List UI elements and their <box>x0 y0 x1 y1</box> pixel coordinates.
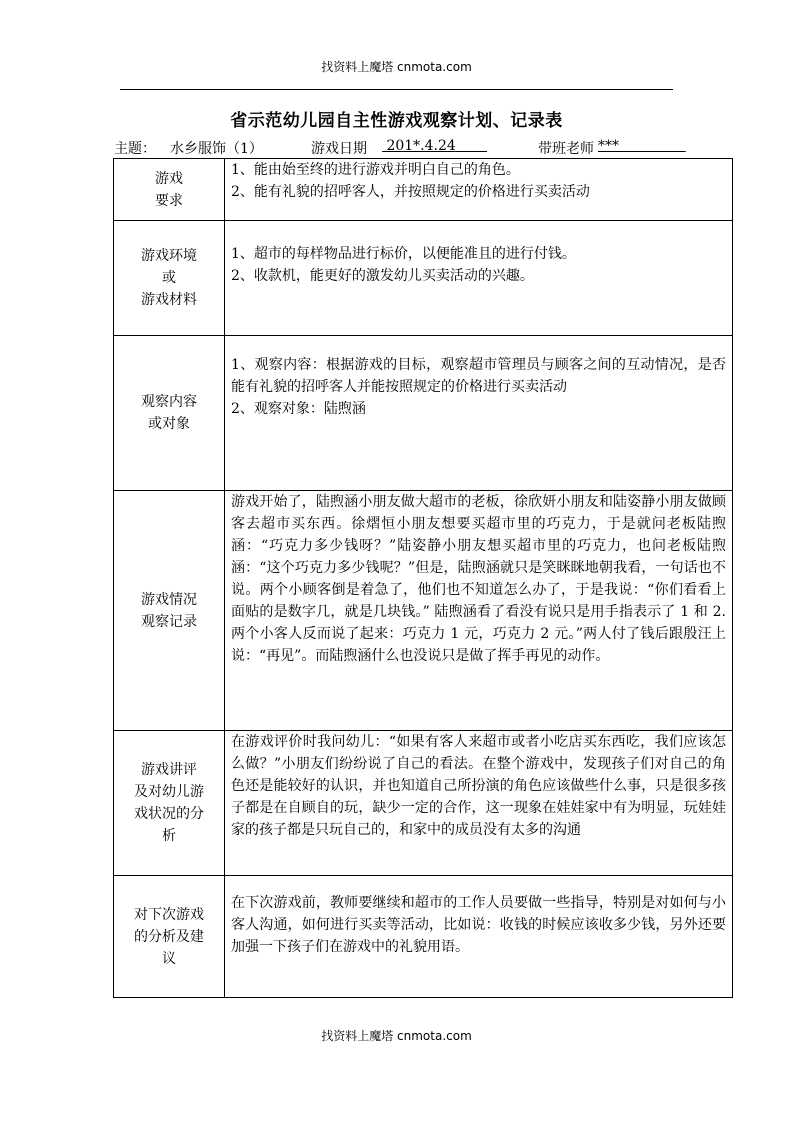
table-row <box>114 876 733 998</box>
content-paragraph: 游戏开始了，陆煦涵小朋友做大超市的老板，徐欣妍小朋友和陆姿静小朋友做顾客去超市买东西。徐熠恒小朋友想要买超市里的巧克力，于是就问老板陆煦涵：“巧克力多少钱呀？”陆姿静小朋友想买超市里的巧克力，也问老板陆煦涵：“这个巧克力多少钱呢？”但是，陆煦涵就只是笑眯眯地朝我看，一句话也不说。两个小顾客倒是着急了，他们也不知道怎么办了，于是我说：“你们看看上面贴的是数字几，就是几块钱。” 陆煦涵看了看没有说只是用手指表示了 1 和 2.两个小客人反而说了起来：巧克力 1 元，巧克力 2 元。”两人付了钱后跟殷汪上说：“再见”。而陆煦涵什么也没说只是做了挥手再见的动作。 <box>231 494 726 664</box>
label-line: 观察内容 <box>141 394 197 410</box>
theme-label: 主题： <box>114 141 156 157</box>
row-content <box>225 876 733 998</box>
label-line: 议 <box>162 950 176 967</box>
label-line: 游戏环境 <box>141 248 197 264</box>
row-label <box>114 491 225 731</box>
label-line: 或 <box>162 270 176 286</box>
table-row <box>114 221 733 336</box>
label-line: 游戏情况 <box>141 591 197 608</box>
info-line <box>114 138 734 158</box>
label-line: 及对幼儿游 <box>134 784 204 800</box>
page-title: 省示范幼儿园自主性游戏观察计划、记录表 <box>230 111 563 131</box>
row-label <box>114 336 225 491</box>
teacher-value <box>598 138 686 154</box>
table-row <box>114 336 733 491</box>
content-paragraph: 1、能由始至终的进行游戏并明白自己的角色。 <box>231 162 520 178</box>
table-row <box>114 159 733 221</box>
label-line: 析 <box>162 828 176 844</box>
label-line: 或对象 <box>148 416 190 432</box>
label-line: 游戏讲评 <box>141 762 197 778</box>
content-paragraph: 2、观察对象：陆煦涵 <box>231 401 366 417</box>
label-line: 戏状况的分 <box>134 806 204 822</box>
theme-value: 水乡服饰（1） <box>170 141 263 157</box>
footer-note: 找资料上魔塔 cnmota.com <box>321 1029 472 1043</box>
row-content <box>225 159 733 221</box>
table-row <box>114 491 733 731</box>
row-label <box>114 731 225 876</box>
content-paragraph: 2、收款机，能更好的激发幼儿买卖活动的兴趣。 <box>231 268 534 284</box>
content-paragraph: 在下次游戏前，教师要继续和超市的工作人员要做一些指导，特别是对如何与小客人沟通，如何进行买卖等活动，比如说：收钱的时候应该收多少钱，另外还要加强一下孩子们在游戏中的礼貌用语。 <box>231 895 726 955</box>
content-paragraph: 1、观察内容：根据游戏的目标，观察超市管理员与顾客之间的互动情况，是否能有礼貌的招呼客人并能按照规定的价格进行买卖活动 <box>231 357 726 395</box>
label-line: 游戏材料 <box>141 292 197 308</box>
date-label: 游戏日期 <box>311 141 367 157</box>
row-content <box>225 491 733 731</box>
teacher-value-text: *** <box>598 138 619 154</box>
row-content <box>225 221 733 336</box>
label-line: 对下次游戏 <box>134 906 204 923</box>
date-value-text: 201*.4.24 <box>386 138 456 154</box>
label-line: 观察记录 <box>141 613 197 630</box>
label-line: 要求 <box>155 192 183 209</box>
date-value <box>382 138 487 154</box>
content-paragraph: 在游戏评价时我问幼儿：“如果有客人来超市或者小吃店买东西吃，我们应该怎么做？”小朋友们纷纷说了自己的看法。在整个游戏中，发现孩子们对自己的角色还是能较好的认识，并也知道自己所扮演的角色应该做些什么事，只是很多孩子都是在自顾自的玩，缺少一定的合作，这一现象在娃娃家中有为明显，玩娃娃家的孩子都是只玩自己的，和家中的成员没有太多的沟通 <box>231 734 726 838</box>
header-divider <box>120 89 673 90</box>
observation-table <box>113 158 733 998</box>
table-row <box>114 731 733 876</box>
label-line: 游戏 <box>155 170 183 187</box>
row-content <box>225 731 733 876</box>
row-label <box>114 159 225 221</box>
header-note: 找资料上魔塔 cnmota.com <box>321 60 472 74</box>
row-label <box>114 221 225 336</box>
row-content <box>225 336 733 491</box>
content-paragraph: 1、超市的每样物品进行标价，以便能准且的进行付钱。 <box>231 246 576 262</box>
label-line: 的分析及建 <box>134 928 204 945</box>
content-paragraph: 2、能有礼貌的招呼客人，并按照规定的价格进行买卖活动 <box>231 184 590 200</box>
teacher-label: 带班老师 <box>538 141 594 157</box>
row-label <box>114 876 225 998</box>
